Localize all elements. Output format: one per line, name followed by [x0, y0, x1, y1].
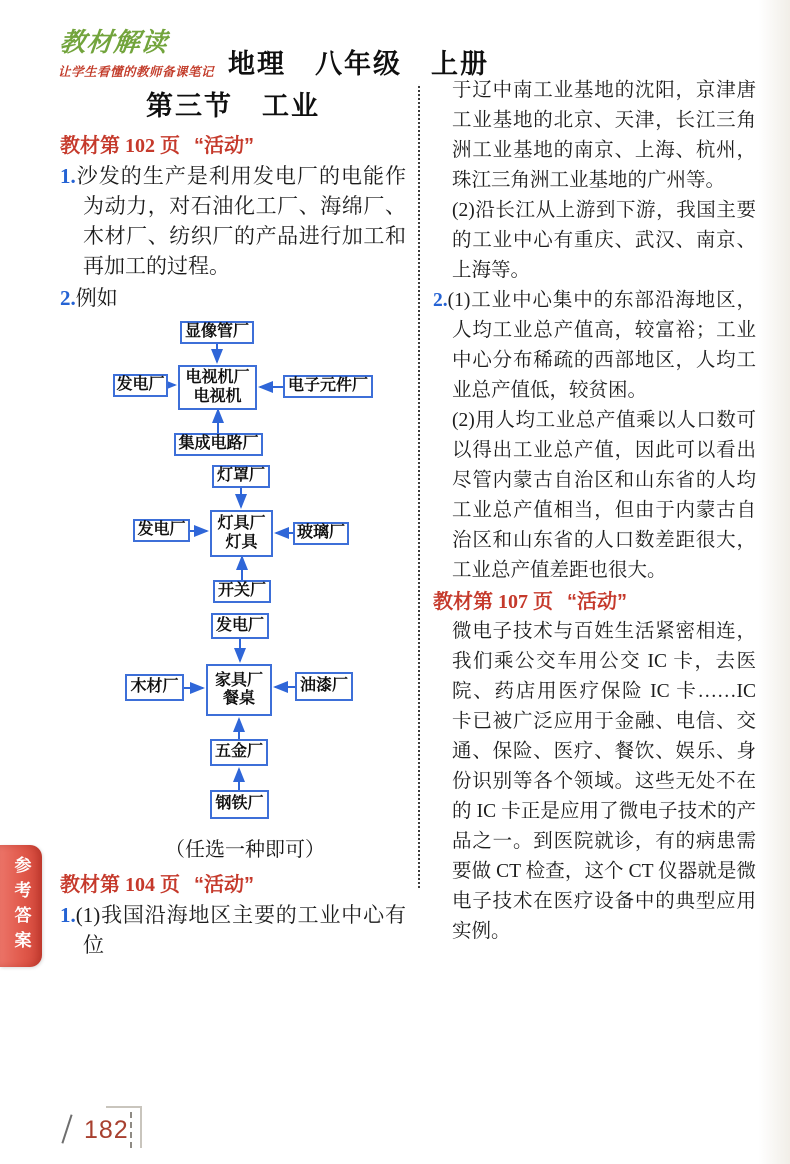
flow-box-wood-factory: 木材厂	[125, 674, 184, 701]
reference-answers-tab	[0, 845, 42, 967]
flow-box-line1: 家具厂	[214, 671, 263, 689]
flow-box-line2: 餐桌	[222, 690, 255, 707]
list-item-text: (1)我国沿海地区主要的工业中心有位	[75, 903, 406, 957]
flow-box-lampshade-factory: 灯罩厂	[212, 465, 270, 488]
industry-flowchart	[100, 317, 390, 865]
flow-box-power-plant-3: 发电厂	[211, 613, 269, 639]
paragraph-microelectronics: 微电子技术与百姓生活紧密相连，我们乘公交车用公交 IC 卡，去医院、药店用医疗保险 IC 卡……IC 卡已被广泛应用于金融、电信、交通、保险、医疗、餐饮、娱乐、身份识别等各个领域。这些无处不在的 IC 卡正是应用了微电子技术的产品之一。到医院就诊，有的病患需要做 CT 检查，这个 CT 仪器就是微电子技术在医疗设备中的典型应用实例。	[452, 621, 756, 942]
flow-box-steel-factory: 钢铁厂	[210, 790, 269, 819]
list-item-text: (1)工业中心集中的东部沿海地区，人均工业总产值高，较富裕；工业中心分布稀疏的西部地区，人均工业总产值低，较贫困。	[447, 290, 756, 401]
activity-tag: “活动”	[194, 874, 254, 896]
page-ref-prefix: 教材第	[60, 135, 120, 157]
publisher-logo	[58, 22, 214, 80]
activity-tag: “活动”	[194, 135, 254, 157]
flow-box-line2: 电视机	[193, 387, 242, 405]
flow-box-ic-factory: 集成电路厂	[174, 433, 263, 456]
slash-mark	[61, 1114, 72, 1143]
flow-box-power-plant-1: 发电厂	[113, 374, 168, 397]
list-item-right-2	[433, 286, 756, 406]
left-column	[60, 84, 406, 962]
page-ref-prefix: 教材第	[433, 591, 493, 613]
flow-box-power-plant-2: 发电厂	[133, 519, 190, 542]
page-ref-number: 107	[498, 591, 528, 613]
flow-box-glass-factory: 玻璃厂	[293, 522, 349, 545]
page-number: 182	[84, 1116, 129, 1144]
flow-box-line1: 灯具厂	[217, 515, 266, 533]
list-number: 1.	[60, 164, 76, 188]
list-item-2	[60, 283, 406, 313]
activity-tag: “活动”	[567, 591, 627, 613]
flow-box-line1: 电视机厂	[185, 369, 250, 387]
flow-box-line2: 灯具	[225, 533, 258, 551]
list-item-text: 沙发的生产是利用发电厂的电能作为动力，对石油化工厂、海绵厂、木材厂、纺织厂的产品进行加工和再加工的过程。	[75, 164, 406, 278]
list-item-1	[60, 161, 406, 281]
page-ref-prefix: 教材第	[60, 874, 120, 896]
paragraph-industrial-bases: 于辽中南工业基地的沈阳，京津唐工业基地的北京、天津，长江三角洲工业基地的南京、上海、杭州，珠江三角洲工业基地的广州等。	[452, 80, 756, 191]
flowchart-caption: （任选一种即可）	[165, 839, 325, 861]
list-number: 2.	[60, 286, 76, 310]
page-ref-number: 104	[125, 874, 155, 896]
paragraph-output-value: (2)用人均工业总产值乘以人口数可以得出工业总产值，因此可以看出尽管内蒙古自治区和山东省的人均工业总产值相当，但由于内蒙古自治区和山东省的人口数差距很大，工业总产值差距也很大。	[452, 410, 756, 581]
page-ref-suffix: 页	[160, 135, 180, 157]
flow-box-switch-factory: 开关厂	[213, 580, 271, 603]
section-title: 第三节 工业	[146, 91, 320, 121]
flow-box-electronics-factory: 电子元件厂	[283, 375, 373, 398]
list-number: 2.	[433, 290, 448, 311]
column-divider	[418, 86, 420, 888]
list-item-text: 例如	[75, 286, 118, 310]
book-title: 地理 八年级 上册	[228, 49, 489, 79]
page-ref-suffix: 页	[533, 591, 553, 613]
flow-box-furniture-factory	[206, 664, 272, 716]
page-ref-suffix: 页	[160, 874, 180, 896]
list-item-3	[60, 900, 406, 960]
page-footer	[58, 1100, 188, 1156]
flow-box-tv-factory	[178, 365, 257, 410]
reference-answers-label: 参考答案	[11, 856, 31, 956]
flow-box-paint-factory: 油漆厂	[295, 672, 353, 701]
paragraph-yangtze-centers: (2)沿长江从上游到下游，我国主要的工业中心有重庆、武汉、南京、上海等。	[452, 200, 756, 281]
flow-box-lamp-factory	[210, 510, 273, 557]
page-ref-number: 102	[125, 135, 155, 157]
flow-box-hardware-factory: 五金厂	[210, 739, 268, 766]
activity-heading-102	[60, 129, 406, 158]
flow-box-crt-factory: 显像管厂	[180, 321, 254, 344]
dashed-mark	[130, 1112, 132, 1148]
list-number: 1.	[60, 903, 76, 927]
activity-heading-104	[60, 868, 406, 897]
right-column	[433, 76, 756, 947]
logo-title: 教材解读	[58, 27, 170, 57]
activity-heading-107	[433, 587, 756, 617]
logo-subtitle: 让学生看懂的教师备课笔记	[58, 65, 215, 79]
